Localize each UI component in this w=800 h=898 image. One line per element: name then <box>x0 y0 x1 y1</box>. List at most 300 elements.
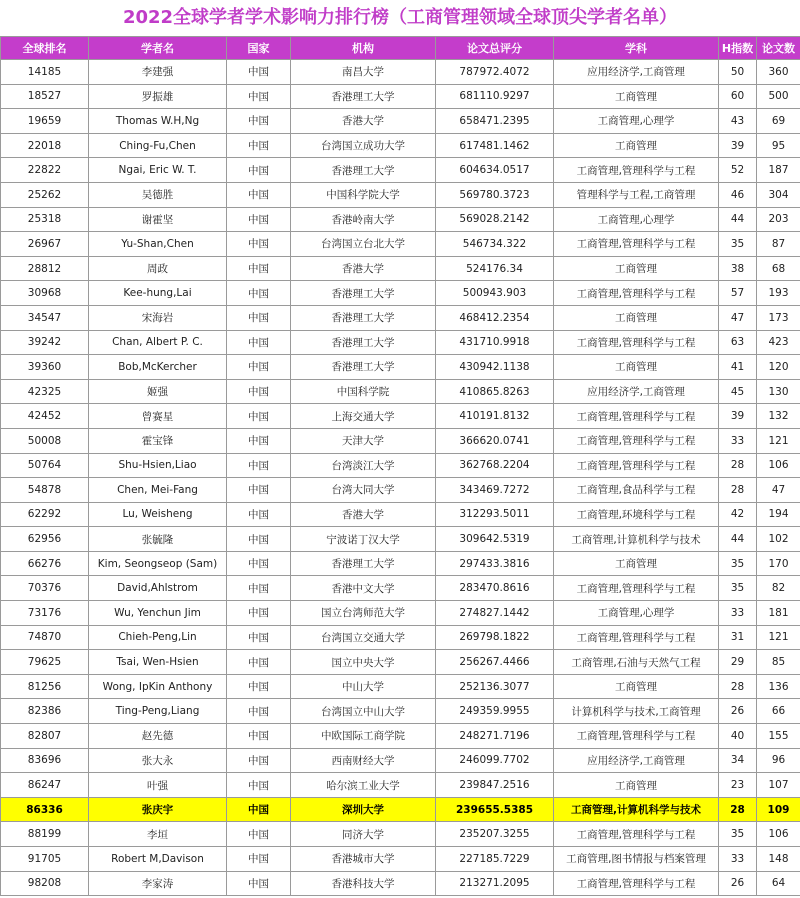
table-row <box>1 847 800 872</box>
paper-count-cell: 82 <box>757 576 800 601</box>
institution-cell: 香港理工大学 <box>291 158 436 183</box>
h-index-cell: 40 <box>719 724 757 749</box>
country-cell: 中国 <box>227 60 291 85</box>
rank-cell: 91705 <box>1 847 89 872</box>
header-scholar-name: 学者名 <box>89 37 227 60</box>
paper-count-cell: 106 <box>757 453 800 478</box>
institution-cell: 南昌大学 <box>291 60 436 85</box>
discipline-cell: 计算机科学与技术,工商管理 <box>554 699 719 724</box>
score-cell: 362768.2204 <box>436 453 554 478</box>
paper-count-cell: 102 <box>757 527 800 552</box>
h-index-cell: 45 <box>719 379 757 404</box>
institution-cell: 台湾国立台北大学 <box>291 232 436 257</box>
table-row <box>1 330 800 355</box>
rank-cell: 82807 <box>1 724 89 749</box>
table-row <box>1 601 800 626</box>
score-cell: 256267.4466 <box>436 650 554 675</box>
discipline-cell: 工商管理 <box>554 133 719 158</box>
country-cell: 中国 <box>227 256 291 281</box>
score-cell: 343469.7272 <box>436 478 554 503</box>
rank-cell: 14185 <box>1 60 89 85</box>
paper-count-cell: 66 <box>757 699 800 724</box>
institution-cell: 香港理工大学 <box>291 355 436 380</box>
discipline-cell: 管理科学与工程,工商管理 <box>554 182 719 207</box>
rank-cell: 22822 <box>1 158 89 183</box>
h-index-cell: 28 <box>719 478 757 503</box>
scholar-name-cell: Robert M,Davison <box>89 847 227 872</box>
score-cell: 213271.2095 <box>436 871 554 896</box>
institution-cell: 香港大学 <box>291 256 436 281</box>
institution-cell: 香港理工大学 <box>291 305 436 330</box>
header-discipline: 学科 <box>554 37 719 60</box>
country-cell: 中国 <box>227 305 291 330</box>
h-index-cell: 33 <box>719 847 757 872</box>
rank-cell: 25262 <box>1 182 89 207</box>
table-header-row <box>1 37 800 60</box>
score-cell: 239655.5385 <box>436 797 554 822</box>
paper-count-cell: 130 <box>757 379 800 404</box>
h-index-cell: 41 <box>719 355 757 380</box>
paper-count-cell: 181 <box>757 601 800 626</box>
scholar-name-cell: 吴德胜 <box>89 182 227 207</box>
rank-cell: 83696 <box>1 748 89 773</box>
paper-count-cell: 106 <box>757 822 800 847</box>
institution-cell: 香港理工大学 <box>291 330 436 355</box>
h-index-cell: 28 <box>719 453 757 478</box>
country-cell: 中国 <box>227 453 291 478</box>
rank-cell: 25318 <box>1 207 89 232</box>
score-cell: 410191.8132 <box>436 404 554 429</box>
country-cell: 中国 <box>227 748 291 773</box>
rank-cell: 39360 <box>1 355 89 380</box>
discipline-cell: 工商管理 <box>554 674 719 699</box>
rank-cell: 50008 <box>1 428 89 453</box>
header-paper-count: 论文数 <box>757 37 800 60</box>
scholar-name-cell: Yu-Shan,Chen <box>89 232 227 257</box>
country-cell: 中国 <box>227 379 291 404</box>
rank-cell: 79625 <box>1 650 89 675</box>
scholar-name-cell: Bob,McKercher <box>89 355 227 380</box>
h-index-cell: 26 <box>719 699 757 724</box>
page-title: 2022全球学者学术影响力排行榜（工商管理领域全球顶尖学者名单） <box>122 7 678 28</box>
discipline-cell: 工商管理,管理科学与工程 <box>554 281 719 306</box>
paper-count-cell: 500 <box>757 84 800 109</box>
table-row <box>1 158 800 183</box>
rank-cell: 81256 <box>1 674 89 699</box>
paper-count-cell: 96 <box>757 748 800 773</box>
rank-cell: 66276 <box>1 551 89 576</box>
score-cell: 248271.7196 <box>436 724 554 749</box>
country-cell: 中国 <box>227 133 291 158</box>
discipline-cell: 工商管理,石油与天然气工程 <box>554 650 719 675</box>
country-cell: 中国 <box>227 330 291 355</box>
scholar-name-cell: Shu-Hsien,Liao <box>89 453 227 478</box>
paper-count-cell: 423 <box>757 330 800 355</box>
discipline-cell: 工商管理,管理科学与工程 <box>554 822 719 847</box>
paper-count-cell: 107 <box>757 773 800 798</box>
paper-count-cell: 132 <box>757 404 800 429</box>
h-index-cell: 46 <box>719 182 757 207</box>
table-row <box>1 84 800 109</box>
score-cell: 246099.7702 <box>436 748 554 773</box>
paper-count-cell: 64 <box>757 871 800 896</box>
country-cell: 中国 <box>227 650 291 675</box>
rank-cell: 42452 <box>1 404 89 429</box>
table-row <box>1 232 800 257</box>
rank-cell: 98208 <box>1 871 89 896</box>
paper-count-cell: 360 <box>757 60 800 85</box>
table-row <box>1 748 800 773</box>
country-cell: 中国 <box>227 576 291 601</box>
country-cell: 中国 <box>227 281 291 306</box>
table-row <box>1 428 800 453</box>
h-index-cell: 26 <box>719 871 757 896</box>
country-cell: 中国 <box>227 773 291 798</box>
h-index-cell: 33 <box>719 428 757 453</box>
table-row <box>1 871 800 896</box>
table-row <box>1 453 800 478</box>
rank-cell: 88199 <box>1 822 89 847</box>
discipline-cell: 应用经济学,工商管理 <box>554 379 719 404</box>
score-cell: 569028.2142 <box>436 207 554 232</box>
paper-count-cell: 47 <box>757 478 800 503</box>
h-index-cell: 44 <box>719 527 757 552</box>
h-index-cell: 31 <box>719 625 757 650</box>
header-global-rank: 全球排名 <box>1 37 89 60</box>
table-row <box>1 182 800 207</box>
paper-count-cell: 193 <box>757 281 800 306</box>
country-cell: 中国 <box>227 847 291 872</box>
score-cell: 274827.1442 <box>436 601 554 626</box>
country-cell: 中国 <box>227 674 291 699</box>
discipline-cell: 工商管理 <box>554 305 719 330</box>
h-index-cell: 63 <box>719 330 757 355</box>
scholar-name-cell: 张毓隆 <box>89 527 227 552</box>
discipline-cell: 工商管理,食品科学与工程 <box>554 478 719 503</box>
country-cell: 中国 <box>227 502 291 527</box>
scholar-name-cell: David,Ahlstrom <box>89 576 227 601</box>
scholar-name-cell: Wong, IpKin Anthony <box>89 674 227 699</box>
scholar-name-cell: 姬强 <box>89 379 227 404</box>
scholar-name-cell: 李垣 <box>89 822 227 847</box>
header-h-index: H指数 <box>719 37 757 60</box>
discipline-cell: 工商管理,图书情报与档案管理 <box>554 847 719 872</box>
score-cell: 366620.0741 <box>436 428 554 453</box>
table-body <box>1 60 800 896</box>
country-cell: 中国 <box>227 724 291 749</box>
institution-cell: 上海交通大学 <box>291 404 436 429</box>
table-row <box>1 551 800 576</box>
country-cell: 中国 <box>227 551 291 576</box>
institution-cell: 哈尔滨工业大学 <box>291 773 436 798</box>
scholar-name-cell: 张大永 <box>89 748 227 773</box>
scholar-name-cell: 周政 <box>89 256 227 281</box>
discipline-cell: 工商管理 <box>554 355 719 380</box>
scholar-name-cell: 霍宝锋 <box>89 428 227 453</box>
table-row <box>1 207 800 232</box>
paper-count-cell: 85 <box>757 650 800 675</box>
table-row <box>1 625 800 650</box>
h-index-cell: 43 <box>719 109 757 134</box>
institution-cell: 中山大学 <box>291 674 436 699</box>
discipline-cell: 工商管理,心理学 <box>554 109 719 134</box>
discipline-cell: 工商管理,管理科学与工程 <box>554 158 719 183</box>
scholar-name-cell: 罗振雄 <box>89 84 227 109</box>
h-index-cell: 38 <box>719 256 757 281</box>
country-cell: 中国 <box>227 207 291 232</box>
h-index-cell: 57 <box>719 281 757 306</box>
institution-cell: 台湾淡江大学 <box>291 453 436 478</box>
h-index-cell: 50 <box>719 60 757 85</box>
discipline-cell: 工商管理,管理科学与工程 <box>554 625 719 650</box>
rank-cell: 30968 <box>1 281 89 306</box>
rank-cell: 62292 <box>1 502 89 527</box>
table-row <box>1 60 800 85</box>
h-index-cell: 29 <box>719 650 757 675</box>
h-index-cell: 35 <box>719 822 757 847</box>
score-cell: 235207.3255 <box>436 822 554 847</box>
score-cell: 410865.8263 <box>436 379 554 404</box>
institution-cell: 台湾国立中山大学 <box>291 699 436 724</box>
paper-count-cell: 194 <box>757 502 800 527</box>
institution-cell: 西南财经大学 <box>291 748 436 773</box>
score-cell: 431710.9918 <box>436 330 554 355</box>
table-row <box>1 404 800 429</box>
institution-cell: 香港城市大学 <box>291 847 436 872</box>
header-total-score: 论文总评分 <box>436 37 554 60</box>
score-cell: 283470.8616 <box>436 576 554 601</box>
discipline-cell: 工商管理,管理科学与工程 <box>554 724 719 749</box>
table-row <box>1 797 800 822</box>
institution-cell: 香港大学 <box>291 502 436 527</box>
table-row <box>1 699 800 724</box>
discipline-cell: 工商管理,管理科学与工程 <box>554 232 719 257</box>
country-cell: 中国 <box>227 871 291 896</box>
country-cell: 中国 <box>227 601 291 626</box>
paper-count-cell: 121 <box>757 625 800 650</box>
country-cell: 中国 <box>227 355 291 380</box>
country-cell: 中国 <box>227 428 291 453</box>
rank-cell: 42325 <box>1 379 89 404</box>
country-cell: 中国 <box>227 797 291 822</box>
score-cell: 569780.3723 <box>436 182 554 207</box>
institution-cell: 香港大学 <box>291 109 436 134</box>
country-cell: 中国 <box>227 232 291 257</box>
institution-cell: 香港中文大学 <box>291 576 436 601</box>
country-cell: 中国 <box>227 109 291 134</box>
table-row <box>1 478 800 503</box>
institution-cell: 台湾国立成功大学 <box>291 133 436 158</box>
scholar-name-cell: Chan, Albert P. C. <box>89 330 227 355</box>
table-row <box>1 256 800 281</box>
institution-cell: 台湾大同大学 <box>291 478 436 503</box>
discipline-cell: 应用经济学,工商管理 <box>554 60 719 85</box>
table-row <box>1 822 800 847</box>
paper-count-cell: 173 <box>757 305 800 330</box>
rank-cell: 26967 <box>1 232 89 257</box>
table-row <box>1 773 800 798</box>
score-cell: 252136.3077 <box>436 674 554 699</box>
discipline-cell: 工商管理,管理科学与工程 <box>554 428 719 453</box>
institution-cell: 天津大学 <box>291 428 436 453</box>
rank-cell: 39242 <box>1 330 89 355</box>
discipline-cell: 工商管理,管理科学与工程 <box>554 404 719 429</box>
header-country: 国家 <box>227 37 291 60</box>
scholar-name-cell: Kim, Seongseop (Sam) <box>89 551 227 576</box>
institution-cell: 中国科学院 <box>291 379 436 404</box>
discipline-cell: 工商管理,心理学 <box>554 207 719 232</box>
paper-count-cell: 148 <box>757 847 800 872</box>
country-cell: 中国 <box>227 478 291 503</box>
paper-count-cell: 170 <box>757 551 800 576</box>
table-row <box>1 109 800 134</box>
scholar-name-cell: Chieh-Peng,Lin <box>89 625 227 650</box>
scholar-name-cell: Kee-hung,Lai <box>89 281 227 306</box>
h-index-cell: 35 <box>719 232 757 257</box>
paper-count-cell: 121 <box>757 428 800 453</box>
rank-cell: 74870 <box>1 625 89 650</box>
country-cell: 中国 <box>227 822 291 847</box>
h-index-cell: 44 <box>719 207 757 232</box>
paper-count-cell: 136 <box>757 674 800 699</box>
table-row <box>1 379 800 404</box>
score-cell: 297433.3816 <box>436 551 554 576</box>
h-index-cell: 23 <box>719 773 757 798</box>
scholar-name-cell: Ting-Peng,Liang <box>89 699 227 724</box>
table-row <box>1 674 800 699</box>
h-index-cell: 47 <box>719 305 757 330</box>
scholar-name-cell: 谢霍坚 <box>89 207 227 232</box>
h-index-cell: 34 <box>719 748 757 773</box>
country-cell: 中国 <box>227 699 291 724</box>
h-index-cell: 39 <box>719 404 757 429</box>
score-cell: 430942.1138 <box>436 355 554 380</box>
scholar-name-cell: 叶强 <box>89 773 227 798</box>
paper-count-cell: 87 <box>757 232 800 257</box>
rank-cell: 54878 <box>1 478 89 503</box>
table-row <box>1 576 800 601</box>
score-cell: 681110.9297 <box>436 84 554 109</box>
institution-cell: 同济大学 <box>291 822 436 847</box>
score-cell: 227185.7229 <box>436 847 554 872</box>
rank-cell: 19659 <box>1 109 89 134</box>
discipline-cell: 工商管理 <box>554 773 719 798</box>
rank-cell: 82386 <box>1 699 89 724</box>
table-row <box>1 502 800 527</box>
scholar-name-cell: 李建强 <box>89 60 227 85</box>
discipline-cell: 工商管理 <box>554 256 719 281</box>
paper-count-cell: 95 <box>757 133 800 158</box>
country-cell: 中国 <box>227 625 291 650</box>
paper-count-cell: 304 <box>757 182 800 207</box>
institution-cell: 香港理工大学 <box>291 551 436 576</box>
paper-count-cell: 155 <box>757 724 800 749</box>
header-institution: 机构 <box>291 37 436 60</box>
score-cell: 546734.322 <box>436 232 554 257</box>
institution-cell: 中国科学院大学 <box>291 182 436 207</box>
rank-cell: 86336 <box>1 797 89 822</box>
country-cell: 中国 <box>227 404 291 429</box>
discipline-cell: 应用经济学,工商管理 <box>554 748 719 773</box>
h-index-cell: 35 <box>719 576 757 601</box>
discipline-cell: 工商管理,管理科学与工程 <box>554 330 719 355</box>
h-index-cell: 52 <box>719 158 757 183</box>
rank-cell: 18527 <box>1 84 89 109</box>
score-cell: 269798.1822 <box>436 625 554 650</box>
institution-cell: 中欧国际工商学院 <box>291 724 436 749</box>
discipline-cell: 工商管理,管理科学与工程 <box>554 453 719 478</box>
score-cell: 617481.1462 <box>436 133 554 158</box>
h-index-cell: 35 <box>719 551 757 576</box>
paper-count-cell: 69 <box>757 109 800 134</box>
score-cell: 658471.2395 <box>436 109 554 134</box>
institution-cell: 国立台湾师范大学 <box>291 601 436 626</box>
country-cell: 中国 <box>227 158 291 183</box>
h-index-cell: 42 <box>719 502 757 527</box>
scholar-name-cell: Lu, Weisheng <box>89 502 227 527</box>
country-cell: 中国 <box>227 84 291 109</box>
scholar-name-cell: 宋海岩 <box>89 305 227 330</box>
table-row <box>1 133 800 158</box>
discipline-cell: 工商管理,计算机科学与技术 <box>554 527 719 552</box>
paper-count-cell: 203 <box>757 207 800 232</box>
institution-cell: 香港岭南大学 <box>291 207 436 232</box>
ranking-table <box>0 36 800 896</box>
institution-cell: 国立中央大学 <box>291 650 436 675</box>
table-row <box>1 650 800 675</box>
score-cell: 787972.4072 <box>436 60 554 85</box>
discipline-cell: 工商管理,心理学 <box>554 601 719 626</box>
table-row <box>1 724 800 749</box>
discipline-cell: 工商管理,环境科学与工程 <box>554 502 719 527</box>
discipline-cell: 工商管理,计算机科学与技术 <box>554 797 719 822</box>
rank-cell: 70376 <box>1 576 89 601</box>
rank-cell: 62956 <box>1 527 89 552</box>
score-cell: 249359.9955 <box>436 699 554 724</box>
score-cell: 312293.5011 <box>436 502 554 527</box>
table-row <box>1 305 800 330</box>
scholar-name-cell: Ching-Fu,Chen <box>89 133 227 158</box>
h-index-cell: 39 <box>719 133 757 158</box>
institution-cell: 台湾国立交通大学 <box>291 625 436 650</box>
score-cell: 239847.2516 <box>436 773 554 798</box>
rank-cell: 22018 <box>1 133 89 158</box>
scholar-name-cell: Wu, Yenchun Jim <box>89 601 227 626</box>
institution-cell: 深圳大学 <box>291 797 436 822</box>
scholar-name-cell: Tsai, Wen-Hsien <box>89 650 227 675</box>
country-cell: 中国 <box>227 182 291 207</box>
h-index-cell: 60 <box>719 84 757 109</box>
discipline-cell: 工商管理 <box>554 551 719 576</box>
discipline-cell: 工商管理,管理科学与工程 <box>554 576 719 601</box>
table-row <box>1 527 800 552</box>
paper-count-cell: 187 <box>757 158 800 183</box>
table-row <box>1 355 800 380</box>
h-index-cell: 28 <box>719 674 757 699</box>
paper-count-cell: 109 <box>757 797 800 822</box>
discipline-cell: 工商管理,管理科学与工程 <box>554 871 719 896</box>
rank-cell: 28812 <box>1 256 89 281</box>
score-cell: 524176.34 <box>436 256 554 281</box>
institution-cell: 香港科技大学 <box>291 871 436 896</box>
paper-count-cell: 120 <box>757 355 800 380</box>
rank-cell: 50764 <box>1 453 89 478</box>
table-row <box>1 281 800 306</box>
scholar-name-cell: 赵先德 <box>89 724 227 749</box>
institution-cell: 香港理工大学 <box>291 84 436 109</box>
paper-count-cell: 68 <box>757 256 800 281</box>
scholar-name-cell: Ngai, Eric W. T. <box>89 158 227 183</box>
